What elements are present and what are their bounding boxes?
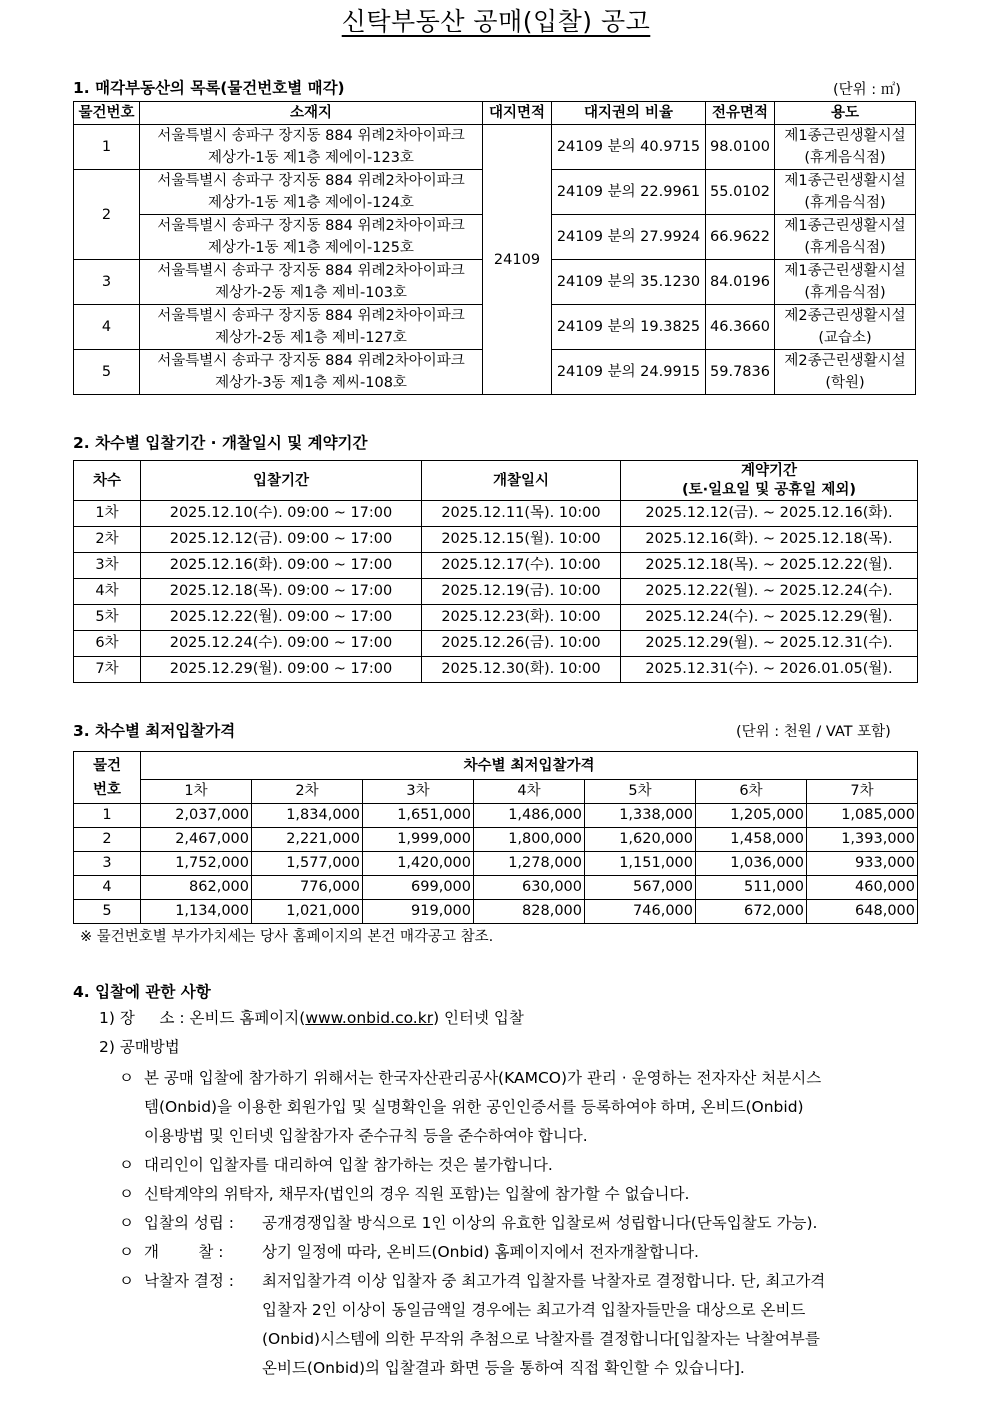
th-area: 전유면적 — [706, 102, 775, 125]
rounds-header-row: 1차 2차 3차 4차 5차 6차 7차 — [74, 780, 918, 804]
cell-ratio: 24109 분의 27.9924 — [552, 215, 706, 260]
cell-ratio: 24109 분의 40.9715 — [552, 125, 706, 170]
cell-no: 4 — [74, 305, 140, 350]
bullet4-label: 입찰의 성립 : — [144, 1214, 234, 1232]
cell-ratio: 24109 분의 24.9915 — [552, 350, 706, 395]
cell-address: 서울특별시 송파구 장지동 884 위례2차아이파크 제상가-2동 제1층 제비-103호 — [140, 260, 483, 305]
min-price-table — [73, 751, 918, 924]
cell-no: 2 — [74, 170, 140, 260]
table-row: 2차 2025.12.12(금). 09:00 ~ 17:00 2025.12.15(월). 10:00 2025.12.16(화). ~ 2025.12.18(목). — [74, 527, 918, 553]
section1-unit: (단위 : ㎡) — [833, 82, 901, 98]
section3-unit: (단위 : 천원 / VAT 포함) — [736, 724, 891, 740]
cell-land-area: 24109 — [483, 125, 552, 395]
cell-address: 서울특별시 송파구 장지동 884 위례2차아이파크 제상가-1동 제1층 제에이-123호 — [140, 125, 483, 170]
th-no: 물건번호 — [74, 102, 140, 125]
table-row: 1차 2025.12.10(수). 09:00 ~ 17:00 2025.12.11(목). 10:00 2025.12.12(금). ~ 2025.12.16(화). — [74, 501, 918, 527]
section3-heading: 3. 차수별 최저입찰가격 — [73, 722, 236, 740]
bullet3: 신탁계약의 위탁자, 채무자(법인의 경우 직원 포함)는 입찰에 참가할 수 없습니다. — [144, 1185, 690, 1203]
bullet6-label: 낙찰자 결정 : — [144, 1272, 234, 1290]
th-open-date: 개찰일시 — [422, 461, 621, 501]
th-item-no: 물건 번호 — [74, 752, 141, 804]
table-row: 7차 2025.12.29(월). 09:00 ~ 17:00 2025.12.30(화). 10:00 2025.12.31(수). ~ 2026.01.05(월). — [74, 657, 918, 683]
cell-area: 98.0100 — [706, 125, 775, 170]
th-round: 차수 — [74, 461, 141, 501]
vat-note: ※ 물건번호별 부가가치세는 당사 홈페이지의 본건 매각공고 참조. — [80, 929, 494, 945]
th-ratio: 대지권의 비율 — [552, 102, 706, 125]
cell-area: 55.0102 — [706, 170, 775, 215]
bullet2: 대리인이 입찰자를 대리하여 입찰 참가하는 것은 불가합니다. — [144, 1156, 553, 1174]
bullet-mark: ㅇ — [119, 1214, 134, 1232]
cell-use: 제1종근린생활시설 (휴게음식점) — [775, 170, 916, 215]
section2-heading: 2. 차수별 입찰기간 · 개찰일시 및 계약기간 — [73, 434, 368, 452]
table-row: 1 2,037,000 1,834,000 1,651,000 1,486,000 1,338,000 1,205,000 1,085,000 — [74, 804, 918, 828]
cell-area: 46.3660 — [706, 305, 775, 350]
th-address: 소재지 — [140, 102, 483, 125]
place-line: 1) 장 소 : 온비드 홈페이지(www.onbid.co.kr) 인터넷 입찰 — [99, 1009, 524, 1027]
section1-heading: 1. 매각부동산의 목록(물건번호별 매각) — [73, 79, 345, 97]
table-row: 2 2,467,000 2,221,000 1,999,000 1,800,000 1,620,000 1,458,000 1,393,000 — [74, 828, 918, 852]
cell-area: 66.9622 — [706, 215, 775, 260]
bullet1-line3: 이용방법 및 인터넷 입찰참가자 준수규칙 등을 준수하여야 합니다. — [144, 1127, 588, 1145]
cell-use: 제1종근린생활시설 (휴게음식점) — [775, 260, 916, 305]
cell-area: 84.0196 — [706, 260, 775, 305]
bullet-mark: ㅇ — [119, 1272, 134, 1290]
bullet6-line2: 입찰자 2인 이상이 동일금액일 경우에는 최고가격 입찰자들만을 대상으로 온비드 — [262, 1301, 806, 1319]
method-label: 2) 공매방법 — [99, 1038, 180, 1056]
bullet6-line4: 온비드(Onbid)의 입찰결과 화면 등을 통하여 직접 확인할 수 있습니다]. — [262, 1359, 745, 1377]
table-row: 4차 2025.12.18(목). 09:00 ~ 17:00 2025.12.19(금). 10:00 2025.12.22(월). ~ 2025.12.24(수). — [74, 579, 918, 605]
bullet5-label: 개 찰 : — [144, 1243, 224, 1261]
bullet-mark: ㅇ — [119, 1243, 134, 1261]
cell-no: 5 — [74, 350, 140, 395]
cell-address: 서울특별시 송파구 장지동 884 위례2차아이파크 제상가-3동 제1층 제씨-108호 — [140, 350, 483, 395]
cell-no: 1 — [74, 125, 140, 170]
th-bid-period: 입찰기간 — [141, 461, 422, 501]
table-row: 5차 2025.12.22(월). 09:00 ~ 17:00 2025.12.23(화). 10:00 2025.12.24(수). ~ 2025.12.29(월). — [74, 605, 918, 631]
cell-ratio: 24109 분의 19.3825 — [552, 305, 706, 350]
table-row — [74, 125, 916, 170]
table-row: 3차 2025.12.16(화). 09:00 ~ 17:00 2025.12.17(수). 10:00 2025.12.18(목). ~ 2025.12.22(월). — [74, 553, 918, 579]
cell-ratio: 24109 분의 35.1230 — [552, 260, 706, 305]
bullet6-line3: (Onbid)시스템에 의한 무작위 추첨으로 낙찰자를 결정합니다[입찰자는 낙찰여부를 — [262, 1330, 820, 1348]
bullet1-line2: 템(Onbid)을 이용한 회원가입 및 실명확인을 위한 공인인증서를 등록하여야 하며, 온비드(Onbid) — [144, 1098, 804, 1116]
cell-no: 3 — [74, 260, 140, 305]
bullet-mark: ㅇ — [119, 1185, 134, 1203]
bullet4: 공개경쟁입찰 방식으로 1인 이상의 유효한 입찰로써 성립합니다(단독입찰도 가능). — [262, 1214, 818, 1232]
onbid-link[interactable]: www.onbid.co.kr — [305, 1009, 434, 1027]
th-land-area: 대지면적 — [483, 102, 552, 125]
table-row: 4 862,000 776,000 699,000 630,000 567,000 511,000 460,000 — [74, 876, 918, 900]
cell-area: 59.7836 — [706, 350, 775, 395]
property-list-table — [73, 101, 916, 395]
th-min-price: 차수별 최저입찰가격 — [141, 752, 918, 780]
schedule-table — [73, 460, 918, 683]
table-row: 3 1,752,000 1,577,000 1,420,000 1,278,000 1,151,000 1,036,000 933,000 — [74, 852, 918, 876]
section4-heading: 4. 입찰에 관한 사항 — [73, 983, 211, 1001]
bullet-mark: ㅇ — [119, 1156, 134, 1174]
cell-use: 제2종근린생활시설 (교습소) — [775, 305, 916, 350]
page-title: 신탁부동산 공매(입찰) 공고 — [341, 7, 651, 36]
cell-address: 서울특별시 송파구 장지동 884 위례2차아이파크 제상가-1동 제1층 제에이-125호 — [140, 215, 483, 260]
table-row: 5 1,134,000 1,021,000 919,000 828,000 746,000 672,000 648,000 — [74, 900, 918, 924]
cell-use: 제1종근린생활시설 (휴게음식점) — [775, 125, 916, 170]
cell-ratio: 24109 분의 22.9961 — [552, 170, 706, 215]
cell-use: 제2종근린생활시설 (학원) — [775, 350, 916, 395]
cell-use: 제1종근린생활시설 (휴게음식점) — [775, 215, 916, 260]
bullet1-line1: 본 공매 입찰에 참가하기 위해서는 한국자산관리공사(KAMCO)가 관리 · 운영하는 전자자산 처분시스 — [144, 1069, 822, 1087]
bullet-mark: ㅇ — [119, 1069, 134, 1087]
th-use: 용도 — [775, 102, 916, 125]
bullet5: 상기 일정에 따라, 온비드(Onbid) 홈페이지에서 전자개찰합니다. — [262, 1243, 699, 1261]
cell-address: 서울특별시 송파구 장지동 884 위례2차아이파크 제상가-2동 제1층 제비-127호 — [140, 305, 483, 350]
bullet6-line1: 최저입찰가격 이상 입찰자 중 최고가격 입찰자를 낙찰자로 결정합니다. 단, 최고가격 — [262, 1272, 826, 1290]
th-contract-period: 계약기간 (토·일요일 및 공휴일 제외) — [621, 461, 918, 501]
table-row: 6차 2025.12.24(수). 09:00 ~ 17:00 2025.12.26(금). 10:00 2025.12.29(월). ~ 2025.12.31(수). — [74, 631, 918, 657]
cell-address: 서울특별시 송파구 장지동 884 위례2차아이파크 제상가-1동 제1층 제에이-124호 — [140, 170, 483, 215]
